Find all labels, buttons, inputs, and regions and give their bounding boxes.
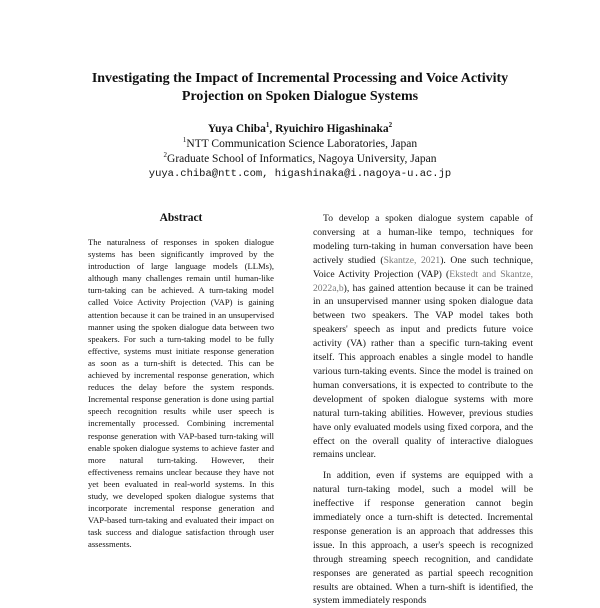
author-separator: ,: [269, 123, 276, 135]
citation-skantze-2021[interactable]: Skantze, 2021: [383, 254, 441, 266]
affiliation-2-mark: 2: [163, 151, 168, 160]
citation-ekstedt-skantze-2022[interactable]: Ekstedt and Skantze, 2022a,b: [313, 268, 533, 294]
affiliation-1-text: NTT Communication Science Laboratories, Japan: [186, 138, 418, 150]
title-line-1: Investigating the Impact of Incremental Processing and Voice Activity: [91, 71, 509, 86]
author-2-affil-mark: 2: [388, 121, 393, 130]
affiliation-1: [40, 137, 560, 152]
intro-p1-text-b: ). One such technique, Voice Activity Projection (VAP) (: [313, 254, 533, 280]
author-block: [40, 122, 560, 182]
author-2: Ryuichiro Higashinaka: [275, 123, 389, 135]
author-emails: yuya.chiba@ntt.com, higashinaka@i.nagoya-u.ac.jp: [148, 168, 452, 180]
intro-paragraph-2: In addition, even if systems are equipped with a natural turn-taking model, such a model will be ineffective if response generation cannot begin immediately once a turn-shift is detected. Incremental response generation is an approach that addresses this issue. In this approach, a user's speech is recognized through streaming speech recognition, and candidate responses are generated as partial speech recognition results are obtained. When a turn-shift is identified, the system immediately responds: [313, 470, 533, 607]
intro-paragraph-1: [313, 212, 533, 462]
author-1-affil-mark: 1: [265, 121, 270, 130]
intro-p1-text-c: ), has gained attention because it can be trained in an unsupervised manner using spoken dialogue data between two speakers. The VAP model takes both speakers' speech as input and predicts future voice activity (VA) rather than a specific turn-taking event itself. This approach enables a single model to handle various turn-taking events. Since the model is trained on human conversations, it is expected to contribute to the development of spoken dialogue systems with more natural turn-taking abilities. However, previous studies have only evaluated models using fixed corpora, and the effect on the overall quality of interactive dialogues remains unclear.: [313, 282, 533, 461]
paper-title: [40, 70, 560, 106]
author-names: [40, 122, 560, 137]
intro-p1-text-a: To develop a spoken dialogue system capable of conversing at a human-like tempo, techniques for modeling turn-taking in human conversation have been actively studied (: [313, 213, 533, 266]
author-1: Yuya Chiba: [207, 123, 266, 135]
affiliation-2-text: Graduate School of Informatics, Nagoya University, Japan: [167, 153, 437, 165]
abstract-heading: Abstract: [159, 212, 203, 224]
right-column: [313, 212, 533, 608]
title-line-2: Projection on Spoken Dialogue Systems: [181, 89, 419, 104]
abstract-text: The naturalness of responses in spoken dialogue systems has been significantly improved by the introduction of large language models (LLMs), although many challenges remain until human-like turn-taking can be achieved. A turn-taking model called Voice Activity Projection (VAP) is gaining attention because it can be trained in an unsupervised manner using the spoken dialogue data between two speakers. For such a turn-taking model to be fully effective, systems must initiate response generation as soon as a turn-shift is detected. This can be achieved by incremental response generation, which reduces the delay before the system responds. Incremental response generation is done using partial speech recognition results while user speech is incrementally processed. Combining incremental response generation with VAP-based turn-taking will enable spoken dialogue systems to achieve faster and more natural turn-taking. However, their effectiveness remains unclear because they have not yet been evaluated in real-world systems. In this study, we developed spoken dialogue systems that incorporate incremental response generation and VAP-based turn-taking and evaluated their impact on task success and dialogue satisfaction through user assessments.: [88, 237, 274, 550]
left-column: [88, 212, 274, 550]
affiliation-2: [40, 152, 560, 167]
affiliation-1-mark: 1: [182, 136, 187, 145]
